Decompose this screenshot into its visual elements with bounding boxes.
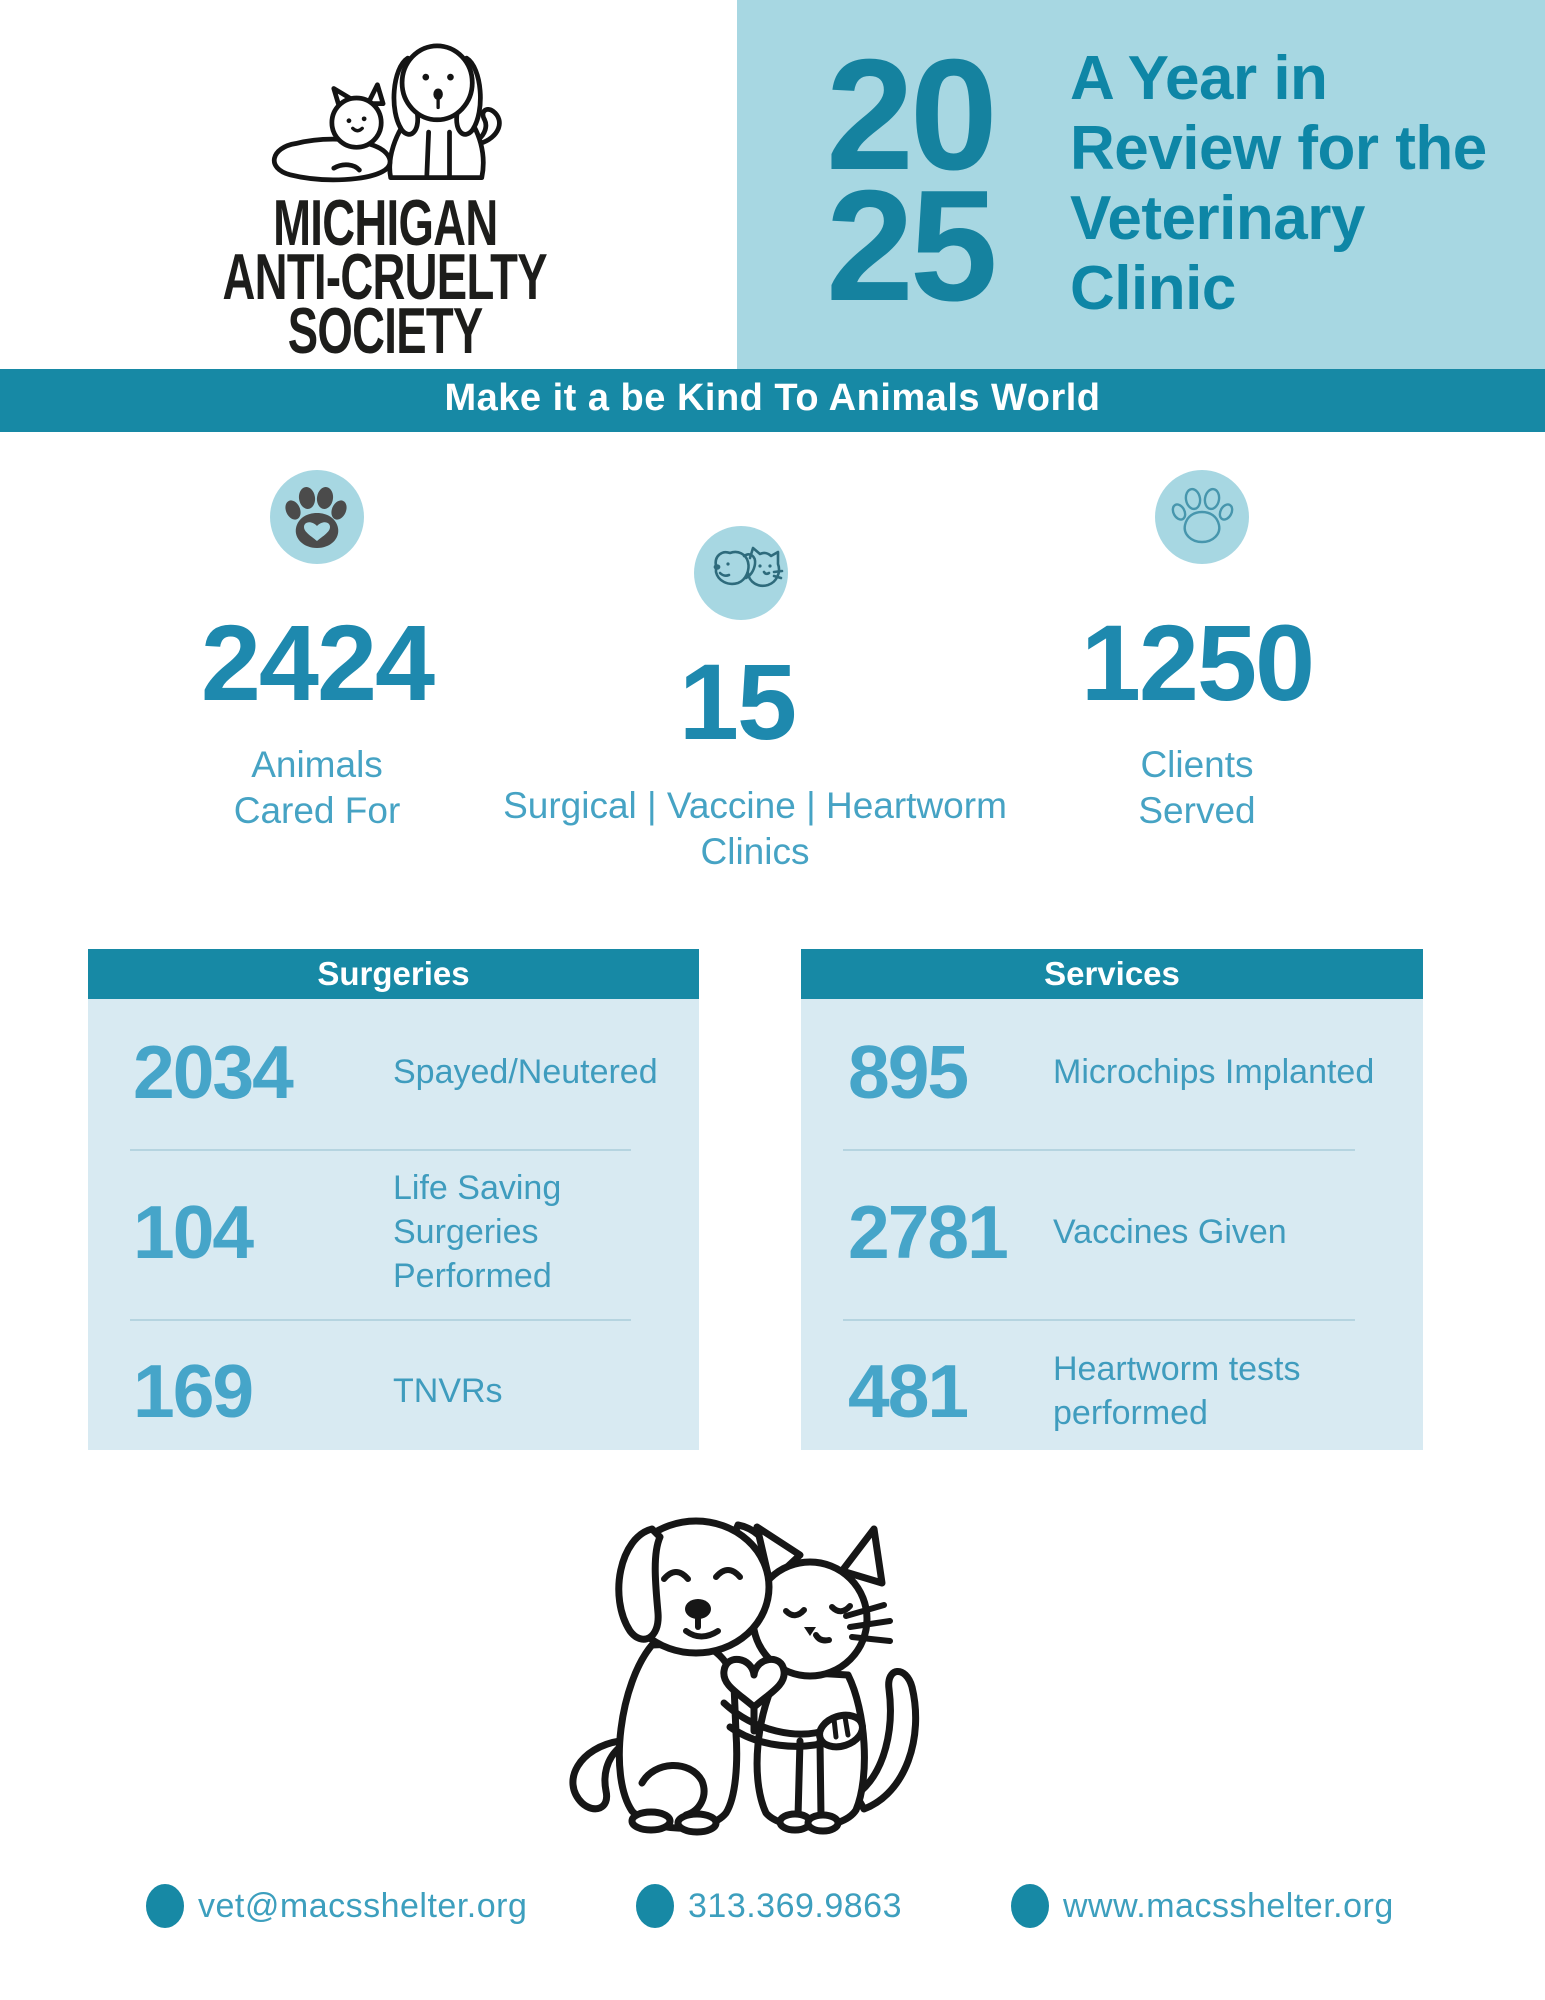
page-title-line: Review for the [1070,114,1487,183]
footer-email[interactable] [146,1883,527,1929]
services-panel [801,949,1423,1450]
footer-email-text: vet@macsshelter.org [198,1886,528,1925]
row-label-line: TNVRs [393,1372,503,1410]
row-label-line: Heartworm tests [1053,1350,1301,1388]
year-line-bottom: 25 [826,158,994,334]
row-label-line: Spayed/Neutered [393,1053,658,1091]
dog-cat-icon [694,526,788,620]
stat-label-line: Served [1138,790,1256,831]
footer-website[interactable] [1011,1883,1394,1929]
org-name-line: ANTI-CRUELTY [222,240,548,313]
paw-heart-icon [270,470,364,564]
row-label-line: Life Saving Surgeries [393,1169,562,1251]
stat-label-line: Animals [251,744,383,785]
dog-cat-hug-illustration [548,1478,948,1855]
row-label [1053,1210,1287,1254]
row-label [393,1166,699,1298]
footer-phone[interactable] [636,1883,902,1929]
page-title-line: Clinic [1070,254,1236,323]
stat-clinics-value: 15 [678,641,796,762]
footer-phone-text: 313.369.9863 [688,1886,902,1925]
row-value: 895 [848,1030,968,1114]
org-name-line: SOCIETY [287,294,483,367]
year-line-top: 20 [826,27,994,203]
services-panel-header: Services [801,949,1423,999]
services-row-microchips [801,1017,1423,1127]
row-value: 2034 [133,1030,292,1114]
surgeries-panel-body [88,999,699,1450]
row-value: 2781 [848,1190,1007,1274]
surgeries-panel [88,949,699,1450]
stat-animals-value: 2424 [200,602,434,723]
tagline-text: Make it a be Kind To Animals World [444,377,1101,419]
surgeries-row-tnvrs [88,1336,699,1446]
services-row-heartworm [801,1336,1423,1446]
footer-website-text: www.macsshelter.org [1063,1886,1394,1925]
row-label [1053,1050,1374,1094]
paw-outline-icon [1155,470,1249,564]
services-row-vaccines [801,1177,1423,1287]
row-value: 169 [133,1349,253,1433]
row-label-line: Vaccines Given [1053,1213,1287,1251]
row-divider [843,1149,1355,1151]
org-name [135,186,635,367]
row-value: 481 [848,1349,968,1433]
stat-clients-value: 1250 [1080,602,1314,723]
year-label [826,27,1026,334]
row-value: 104 [133,1190,253,1274]
page-title [1070,44,1520,324]
row-label-line: performed [1053,1394,1208,1432]
org-name-line: MICHIGAN [272,186,498,259]
stat-clients-label [997,742,1397,834]
stat-label-line: Surgical | Vaccine | Heartworm [503,785,1007,826]
row-label-line: Performed [393,1257,552,1295]
macs-logo-dog-cat-illustration [242,24,528,190]
row-label-line: Microchips Implanted [1053,1053,1375,1091]
surgeries-row-lifesaving [88,1169,699,1295]
surgeries-panel-header: Surgeries [88,949,699,999]
stat-label-line: Clients [1140,744,1254,785]
dot-bullet-icon [146,1884,184,1928]
row-divider [843,1319,1355,1321]
row-divider [130,1149,631,1151]
dot-bullet-icon [636,1884,674,1928]
row-label [393,1050,658,1094]
stat-label-line: Clinics [700,831,810,872]
services-panel-body [801,999,1423,1450]
dot-bullet-icon [1011,1884,1049,1928]
tagline-banner [0,369,1545,432]
stat-label-line: Cared For [233,790,401,831]
surgeries-row-spayed [88,1017,699,1127]
stat-clinics-label [455,783,1055,875]
page-title-line: Veterinary [1070,184,1365,253]
row-divider [130,1319,631,1321]
row-label [393,1369,503,1413]
page-title-line: A Year in [1070,44,1328,113]
row-label [1053,1347,1301,1435]
